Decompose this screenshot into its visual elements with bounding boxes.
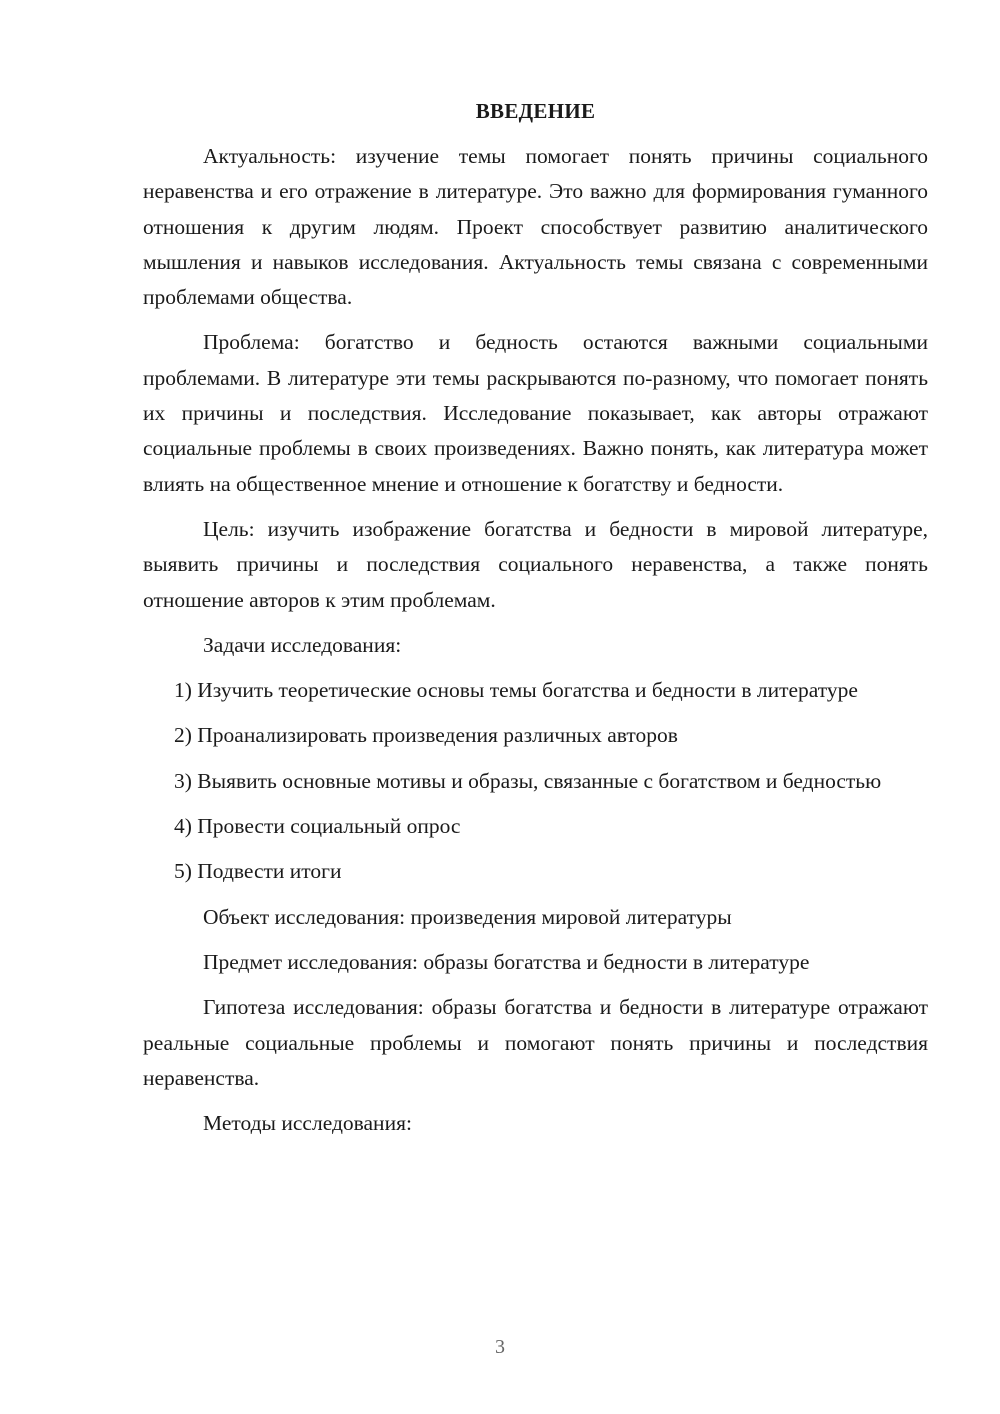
page-number: 3: [495, 1336, 505, 1358]
hypothesis-paragraph: Гипотеза исследования: образы богатства и бедности в литературе отражают реальные социальные проблемы и помогают понять причины и последствия неравенства.: [143, 995, 928, 1090]
section-title: ВВЕДЕНИЕ: [475, 99, 596, 123]
task-item: 4) Провести социальный опрос: [174, 814, 461, 839]
task-item: 5) Подвести итоги: [174, 859, 342, 884]
page-content: [143, 96, 928, 1151]
task-item: 3) Выявить основные мотивы и образы, связанные с богатством и бедностью: [174, 768, 882, 793]
problem-paragraph: Проблема: богатство и бедность остаются важными социальными проблемами. В литературе эти темы раскрываются по-разному, что помогает понять их причины и последствия. Исследование показывает, как авторы отражают социальные проблемы в своих произведениях. Важно понять, как литература может влиять на общественное мнение и отношение к богатству и бедности.: [143, 330, 928, 496]
relevance-paragraph: Актуальность: изучение темы помогает понять причины социального неравенства и его отражение в литературе. Это важно для формирования гуманного отношения к другим людям. Проект способствует развитию аналитического мышления и навыков исследования. Актуальность темы связана с современными проблемами общества.: [143, 144, 928, 310]
task-item: 2) Проанализировать произведения различных авторов: [174, 723, 678, 748]
object-paragraph: Объект исследования: произведения мировой литературы: [203, 904, 732, 929]
subject-paragraph: Предмет исследования: образы богатства и бедности в литературе: [203, 949, 810, 974]
task-item: 1) Изучить теоретические основы темы богатства и бедности в литературе: [174, 678, 858, 703]
goal-paragraph: Цель: изучить изображение богатства и бедности в мировой литературе, выявить причины и последствия социального неравенства, а также понять отношение авторов к этим проблемам.: [143, 516, 928, 612]
tasks-heading: Задачи исследования:: [203, 632, 402, 657]
methods-heading: Методы исследования:: [203, 1111, 412, 1136]
